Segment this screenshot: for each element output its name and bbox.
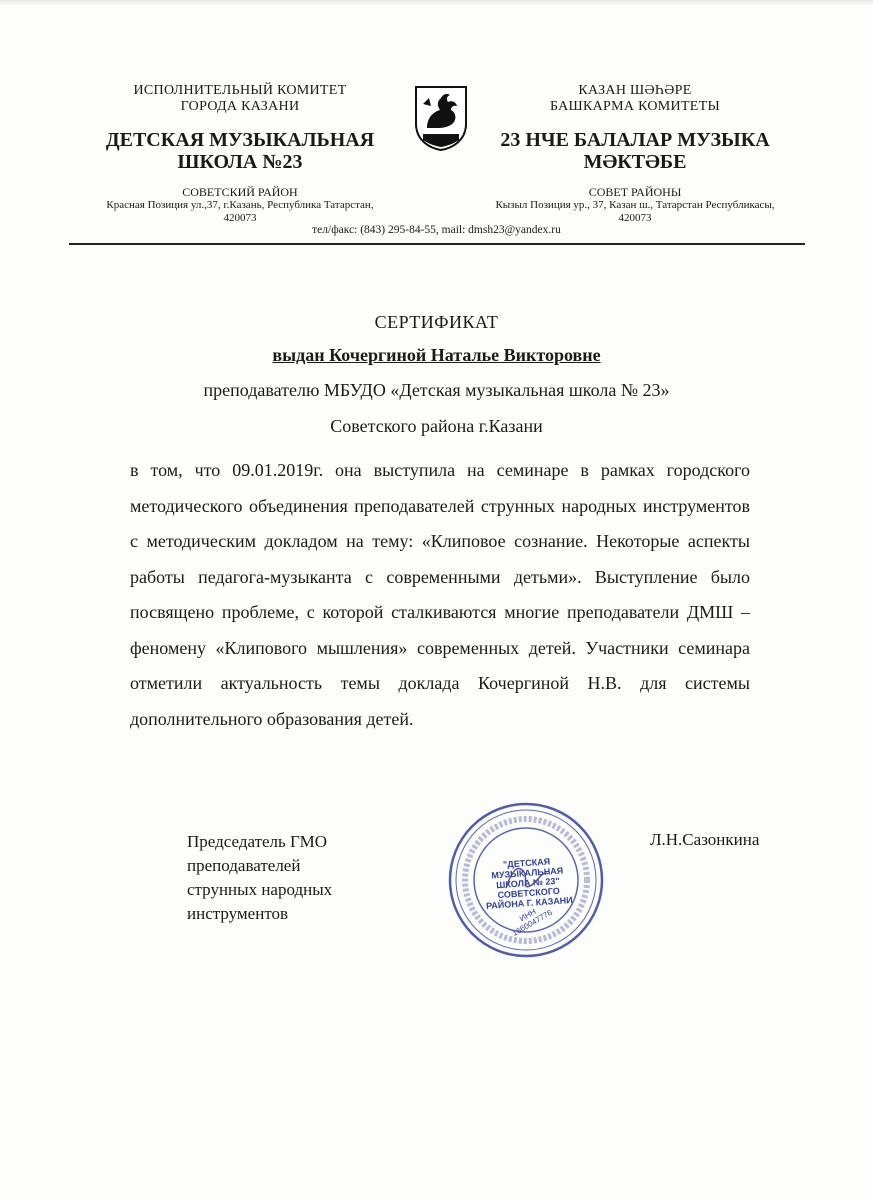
signatory-role-line2: преподавателей (187, 856, 301, 875)
address-ru-line2: 420073 (223, 212, 257, 224)
school-name-tt-line1: 23 НЧЕ БАЛАЛАР МУЗЫКА (500, 129, 770, 151)
recipient-position: преподавателю МБУДО «Детская музыкальная школа № 23» (203, 380, 670, 400)
header-divider (69, 243, 805, 245)
signatory-role (187, 830, 332, 926)
recipient-district: Советского района г.Казани (330, 416, 543, 436)
org-name-ru-line2: ГОРОДА КАЗАНИ (180, 99, 300, 114)
signatory-role-line3: струнных народных (187, 880, 333, 899)
contacts-line: тел/факс: (843) 295-84-55, mail: dmsh23@yandex.ru (312, 224, 561, 236)
district-ru: СОВЕТСКИЙ РАЙОН (182, 185, 298, 199)
address-ru-line1: Красная Позиция ул.,37, г.Казань, Республика Татарстан, (106, 199, 374, 211)
header-left (70, 83, 410, 225)
school-name-ru-line2: ШКОЛА №23 (177, 151, 303, 173)
district-tt: СОВЕТ РАЙОНЫ (588, 185, 682, 199)
org-name-ru-line1: ИСПОЛНИТЕЛЬНЫЙ КОМИТЕТ (133, 83, 347, 98)
address-tt-line1: Кызыл Позиция ур., 37, Казан ш., Татарстан Республикасы, (495, 199, 775, 211)
scan-edge (0, 0, 873, 6)
kazan-coat-of-arms-icon (413, 84, 469, 152)
org-name-tt-line1: КАЗАН ШӘҺӘРЕ (578, 83, 692, 98)
certificate-title: СЕРТИФИКАТ (374, 312, 499, 332)
address-tt-line2: 420073 (618, 212, 652, 224)
header-right (470, 83, 800, 225)
stamp-inn: ИНН 1660047776 (510, 906, 554, 938)
signatory-role-line4: инструментов (187, 904, 289, 923)
org-name-tt-line2: БАШКАРМА КОМИТЕТЫ (549, 99, 720, 114)
certificate-body: в том, что 09.01.2019г. она выступила на семинаре в рамках городского методического объединения преподавателей струнных народных инструментов с методическим докладом на тему: «Клиповое сознание. Некоторые аспекты работы педагога-музыканта с современными детьми». Выступление было посвящено проблеме, с которой сталкиваются многие преподаватели ДМШ – феномену «Клипового мышления» современных детей. Участники семинара отметили актуальность темы доклада Кочергиной Н.В. для системы дополнительного образования детей. (130, 460, 750, 729)
issued-to-text: выдан Кочергиной Наталье Викторовне (272, 345, 601, 365)
stamp-center-text: "ДЕТСКАЯ МУЗЫКАЛЬНАЯ ШКОЛА № 23" СОВЕТСКОГО РАЙОНА Г. КАЗАНИ (485, 856, 574, 911)
issued-to (0, 345, 873, 366)
signatory-role-line1: Председатель ГМО (187, 832, 328, 851)
school-name-ru-line1: ДЕТСКАЯ МУЗЫКАЛЬНАЯ (105, 129, 375, 151)
school-name-tt-line2: МӘКТӘБЕ (583, 151, 687, 173)
signatory-name: Л.Н.Сазонкина (650, 830, 760, 849)
